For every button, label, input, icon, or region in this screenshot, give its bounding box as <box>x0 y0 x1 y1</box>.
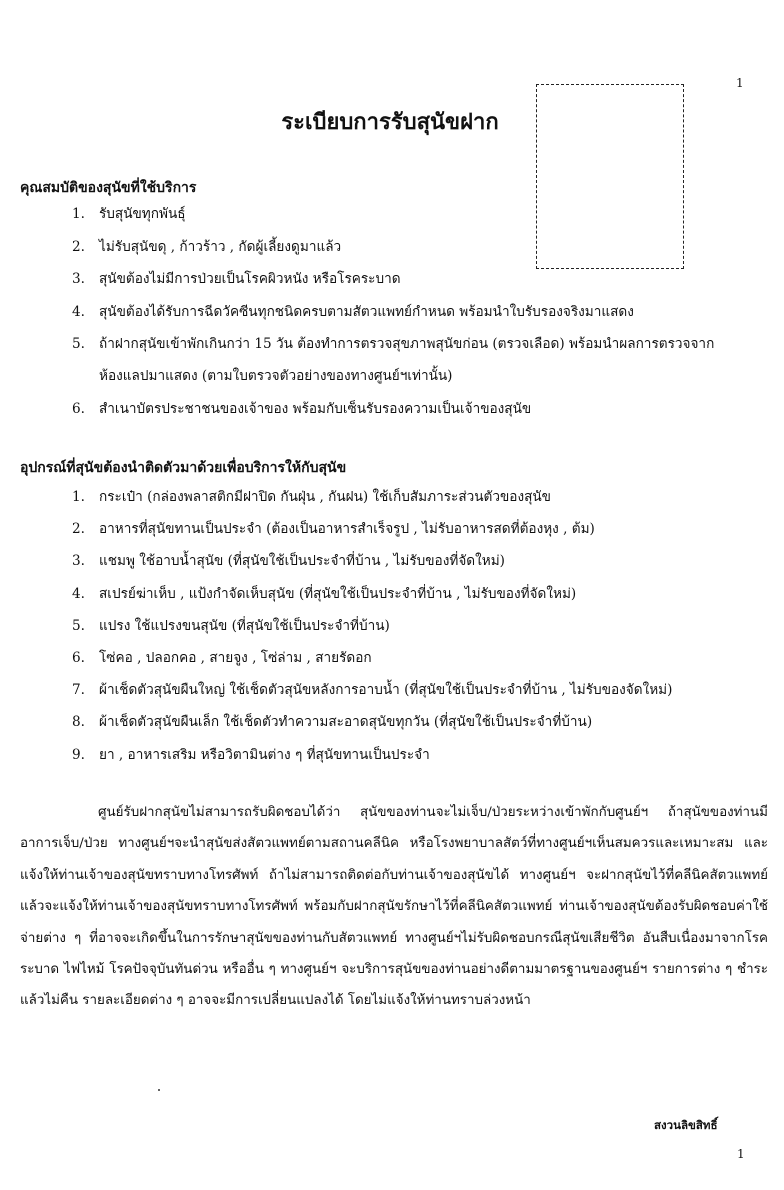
list-item-number: 6. <box>72 400 85 417</box>
list-item-number: 4. <box>72 585 85 602</box>
list-item-number: 3. <box>72 553 85 570</box>
list-item-number: 4. <box>72 303 85 320</box>
list-item-number: 9. <box>72 746 85 763</box>
list-item-number: 8. <box>72 714 85 731</box>
list-item-text: ผ้าเช็ดตัวสุนัขผืนเล็ก ใช้เช็ดตัวทำความสะอาดสุนัขทุกวัน (ที่สุนัขใช้เป็นประจำที่บ้าน) <box>99 714 593 731</box>
list-item-number: 5. <box>72 617 85 634</box>
list-item-number: 5. <box>72 336 85 352</box>
list-item-text: แชมพู ใช้อาบน้ำสุนัข (ที่สุนัขใช้เป็นประจำที่บ้าน , ไม่รับของที่จัดใหม่) <box>99 553 505 570</box>
list-item-text: สุนัขต้องได้รับการฉีดวัคซีนทุกชนิดครบตามสัตวแพทย์กำหนด พร้อมนำใบรับรองจริงมาแสดง <box>99 303 634 320</box>
list-item-number: 1. <box>72 489 85 505</box>
list-item-number: 7. <box>72 682 85 699</box>
list-item-text: อาหารที่สุนัขทานเป็นประจำ (ต้องเป็นอาหารสำเร็จรูป , ไม่รับอาหารสดที่ต้องหุง , ต้ม) <box>99 521 595 538</box>
disclaimer-paragraph: ศูนย์รับฝากสุนัขไม่สามารถรับผิดชอบได้ว่า สุนัขของท่านจะไม่เจ็บ/ป่วยระหว่างเข้าพักกับศูนย์ฯ ถ้าสุนัขของท่านมีอาการเจ็บ/ป่วย ทางศูนย์ฯจะนำสุนัขส่งสัตวแพทย์ตามสถานคลีนิค หรือโรงพยาบาลสัตว์ที่ทางศูนย์ฯเห็นสมควรและเหมาะสม และแจ้งให้ท่านเจ้าของสุนัขทราบทางโทรศัพท์ ถ้าไม่สามารถติดต่อกับท่านเจ้าของสุนัขได้ ทางศูนย์ฯ จะฝากสุนัขไว้ที่คลีนิคสัตวแพทย์แล้วจะแจ้งให้ท่านเจ้าของสุนัขทราบทางโทรศัพท์ พร้อมกับฝากสุนัขรักษาไว้ที่คลีนิคสัตวแพทย์ ท่านเจ้าของสุนัขต้องรับผิดชอบค่าใช้จ่ายต่าง ๆ ที่อาจจะเกิดขึ้นในการรักษาสุนัขของท่านกับสัตวแพทย์ ทางศูนย์ฯไม่รับผิดชอบกรณีสุนัขเสียชีวิต อันสืบเนื่องมาจากโรคระบาด ไฟไหม้ โรคปัจจุบันทันด่วน หรืออื่น ๆ ทางศูนย์ฯ จะบริการสุนัขของท่านอย่างดีตามมาตรฐานของศูนย์ฯ รายการต่าง ๆ ชำระแล้วไม่คืน รายละเอียดต่าง ๆ อาจจะมีการเปลี่ยนแปลงได้ โดยไม่แจ้งให้ท่านทราบล่วงหน้า <box>20 805 768 1009</box>
section2-heading: อุปกรณ์ที่สุนัขต้องนำติดตัวมาด้วยเพื่อบริการให้กับสุนัข <box>20 460 347 476</box>
list-item-number: 2. <box>72 238 85 255</box>
document-title: ระเบียบการรับสุนัขฝาก <box>281 109 499 135</box>
page-number-top: 1 <box>736 76 744 90</box>
list-item-text: สุนัขต้องไม่มีการป่วยเป็นโรคผิวหนัง หรือโรคระบาด <box>99 271 401 287</box>
page-number-bottom: 1 <box>737 1147 745 1161</box>
list-item-text-continued: ห้องแลปมาแสดง (ตามใบตรวจตัวอย่างของทางศูนย์ฯเท่านั้น) <box>99 368 453 384</box>
list-item-number: 2. <box>72 521 85 538</box>
list-item-number: 1. <box>72 206 85 222</box>
list-item-text: สเปรย์ฆ่าเห็บ , แป้งกำจัดเห็บสุนัข (ที่สุนัขใช้เป็นประจำที่บ้าน , ไม่รับของที่จัดใหม่) <box>99 585 577 602</box>
list-item-number: 6. <box>72 650 85 666</box>
copyright-signature: สงวนลิขสิทธิ์ <box>654 1118 718 1132</box>
list-item-text: แปรง ใช้แปรงขนสุนัข (ที่สุนัขใช้เป็นประจำที่บ้าน) <box>99 617 390 634</box>
list-item-text: รับสุนัขทุกพันธุ์ <box>99 206 186 222</box>
section1-heading: คุณสมบัติของสุนัขที่ใช้บริการ <box>20 180 197 196</box>
stray-dot <box>158 1089 160 1091</box>
list-item-text: ผ้าเช็ดตัวสุนัขผืนใหญ่ ใช้เช็ดตัวสุนัขหลังการอาบน้ำ (ที่สุนัขใช้เป็นประจำที่บ้าน , ไม่รับของจัดใหม่) <box>99 682 673 699</box>
list-item-text: โซ่คอ , ปลอกคอ , สายจูง , โซ่ล่าม , สายรัดอก <box>99 650 372 666</box>
list-item-text: ไม่รับสุนัขดุ , ก้าวร้าว , กัดผู้เลี้ยงดูมาแล้ว <box>99 238 342 255</box>
list-item-text: ยา , อาหารเสริม หรือวิตามินต่าง ๆ ที่สุนัขทานเป็นประจำ <box>99 746 430 763</box>
list-item-text: สำเนาบัตรประชาชนของเจ้าของ พร้อมกับเซ็นรับรองความเป็นเจ้าของสุนัข <box>99 400 532 417</box>
list-item-text: ถ้าฝากสุนัขเข้าพักเกินกว่า 15 วัน ต้องทำการตรวจสุขภาพสุนัขก่อน (ตรวจเลือด) พร้อมนำผลการตรวจจาก <box>99 336 715 352</box>
list-item-number: 3. <box>72 271 85 287</box>
list-item-text: กระเป๋า (กล่องพลาสติกมีฝาปิด กันฝุ่น , กันฝน) ใช้เก็บสัมภาระส่วนตัวของสุนัข <box>99 489 551 505</box>
